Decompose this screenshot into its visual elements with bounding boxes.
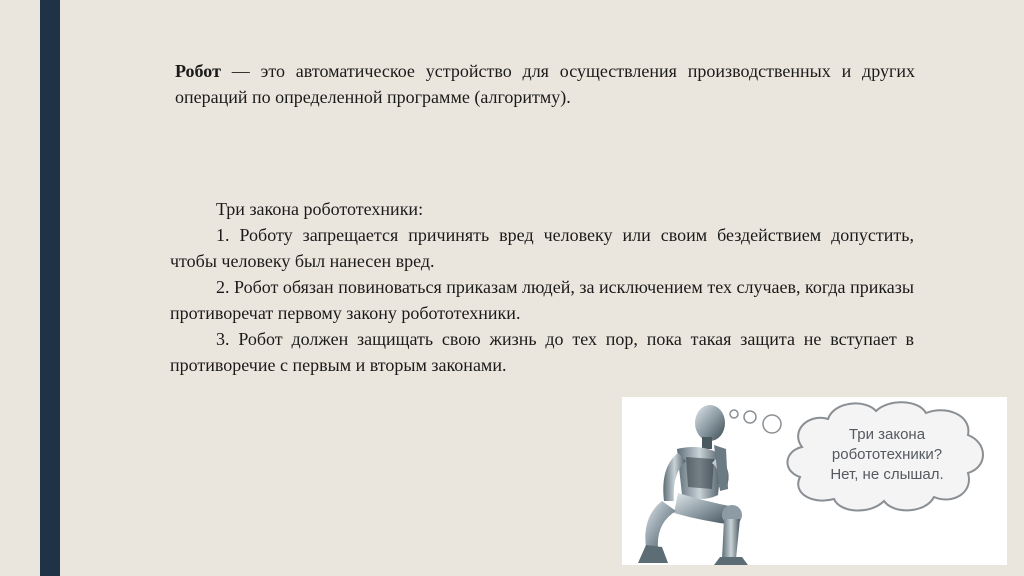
bubble-line-1: Три закона	[848, 426, 926, 443]
definition-text: — это автоматическое устройство для осуществления производственных и других операций по определенной программе (алгоритму).	[175, 61, 915, 107]
robot-picture	[622, 397, 1007, 565]
definition-term: Робот	[175, 61, 221, 81]
left-accent-bar	[40, 0, 60, 576]
law-3: 3. Робот должен защищать свою жизнь до тех пор, пока такая защита не вступает в противоречие с первым и вторым законами.	[170, 329, 914, 375]
law-2: 2. Робот обязан повиноваться приказам людей, за исключением тех случаев, когда приказы противоречат первому закону робототехники.	[170, 277, 914, 323]
laws-heading: Три закона робототехники:	[216, 199, 424, 219]
law-1: 1. Роботу запрещается причинять вред человеку или своим бездействием допустить, чтобы человеку был нанесен вред.	[170, 225, 914, 271]
robot-figure	[638, 405, 748, 565]
bubble-line-3: Нет, не слышал.	[830, 466, 944, 483]
robot-definition	[175, 58, 915, 110]
robotics-laws	[170, 196, 914, 378]
bubble-text	[802, 425, 972, 485]
bubble-line-2: робототехники?	[831, 446, 943, 463]
